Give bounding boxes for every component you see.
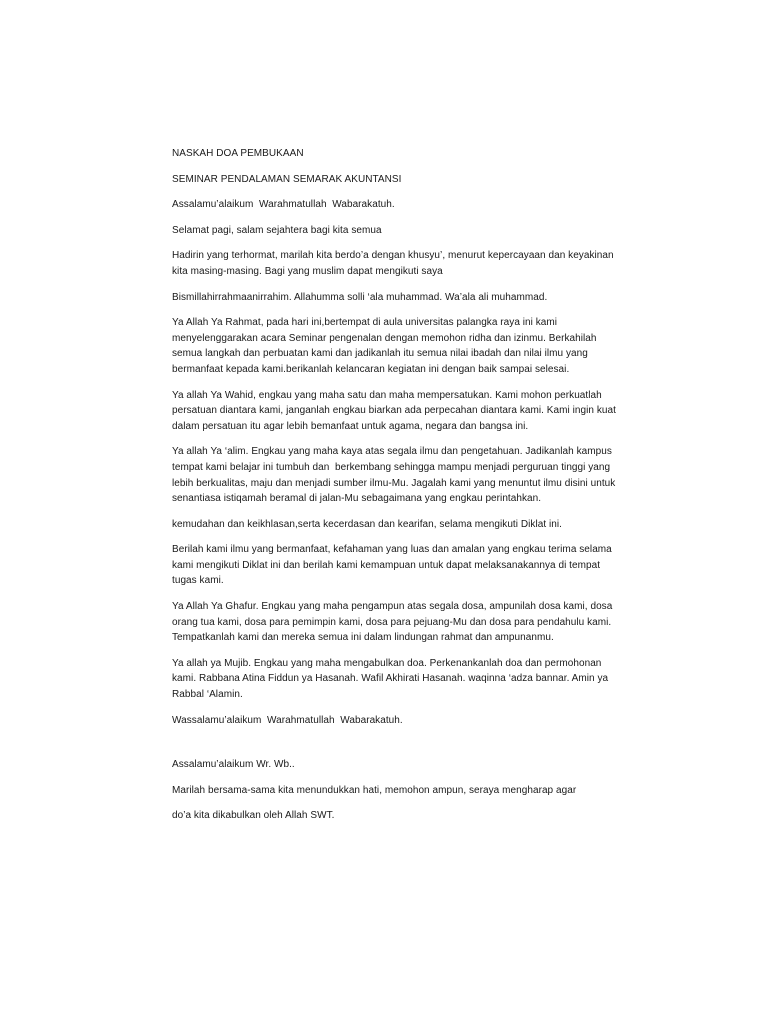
bismillah-line: Bismillahirrahmaanirrahim. Allahumma solli ‘ala muhammad. Wa’ala ali muhammad. bbox=[172, 291, 548, 303]
reflection-line-1: Marilah bersama-sama kita menundukkan hati, memohon ampun, seraya mengharap agar bbox=[172, 784, 577, 796]
knowledge-prayer-paragraph: Berilah kami ilmu yang bermanfaat, kefahaman yang luas dan amalan yang engkau terima selama kami mengikuti Diklat ini dan berilah kami kemampuan untuk dapat melaksanakannya di tempat tugas kami. bbox=[172, 544, 615, 587]
document-body bbox=[172, 146, 622, 834]
event-title: SEMINAR PENDALAMAN SEMARAK AKUNTANSI bbox=[172, 173, 402, 185]
opening-salam: Assalamu’alaikum Warahmatullah Wabarakatuh. bbox=[172, 199, 395, 211]
invitation-paragraph: Hadirin yang terhormat, marilah kita berdo’a dengan khusyu’, menurut kepercayaan dan keyakinan kita masing-masing. Bagi yang muslim dapat mengikuti saya bbox=[172, 250, 617, 277]
prayer-wahid-paragraph: Ya allah Ya Wahid, engkau yang maha satu dan maha mempersatukan. Kami mohon perkuatlah persatuan diantara kami, janganlah engkau biarkan ada perpecahan diantara kami. Kami ingin kuat dalam persatuan itu agar lebih bemanfaat untuk agama, negara dan bangsa ini. bbox=[172, 389, 619, 432]
closing-salam: Wassalamu’alaikum Warahmatullah Wabarakatuh. bbox=[172, 714, 403, 726]
reflection-line-2: do’a kita dikabulkan oleh Allah SWT. bbox=[172, 810, 335, 822]
prayer-rahmat-paragraph: Ya Allah Ya Rahmat, pada hari ini,bertempat di aula universitas palangka raya ini kami menyelenggarakan acara Seminar pengenalan dengan memohon ridha dan izinmu. Berkahilah semua langkah dan perbuatan kami dan jadikanlah itu semua nilai ibadah dan nilai ilmu yang bermanfaat kepada kami.berikanlah kelancaran kegiatan ini dengan baik sampai selesai. bbox=[172, 317, 600, 375]
prayer-ghafur-paragraph: Ya Allah Ya Ghafur. Engkau yang maha pengampun atas segala dosa, ampunilah dosa kami, dosa orang tua kami, dosa para pemimpin kami, dosa para pejuang-Mu dan dosa para pendahulu kami. Tempatkanlah kami dan mereka semua ini dalam lindungan rahmat dan ampunanmu. bbox=[172, 601, 616, 644]
document-heading: NASKAH DOA PEMBUKAAN bbox=[172, 148, 304, 159]
ease-line: kemudahan dan keikhlasan,serta kecerdasan dan kearifan, selama mengikuti Diklat ini. bbox=[172, 518, 562, 530]
prayer-mujib-paragraph: Ya allah ya Mujib. Engkau yang maha mengabulkan doa. Perkenankanlah doa dan permohonan kami. Rabbana Atina Fiddun ya Hasanah. Wafil Akhirati Hasanah. waqinna ‘adza bannar. Amin ya Rabbal ‘Alamin. bbox=[172, 657, 611, 701]
short-salam: Assalamu’alaikum Wr. Wb.. bbox=[172, 759, 295, 771]
prayer-alim-paragraph: Ya allah Ya ‘alim. Engkau yang maha kaya atas segala ilmu dan pengetahuan. Jadikanlah kampus tempat kami belajar ini tumbuh dan berkembang sehingga mampu menjadi perguruan tinggi yang lebih berkualitas, maju dan menjadi sumber ilmu-Mu. Jagalah kami yang menuntut ilmu disini untuk senantiasa istiqamah beramal di jalan-Mu sebagaimana yang engkau perintahkan. bbox=[172, 446, 619, 505]
greeting-line: Selamat pagi, salam sejahtera bagi kita semua bbox=[172, 224, 382, 236]
